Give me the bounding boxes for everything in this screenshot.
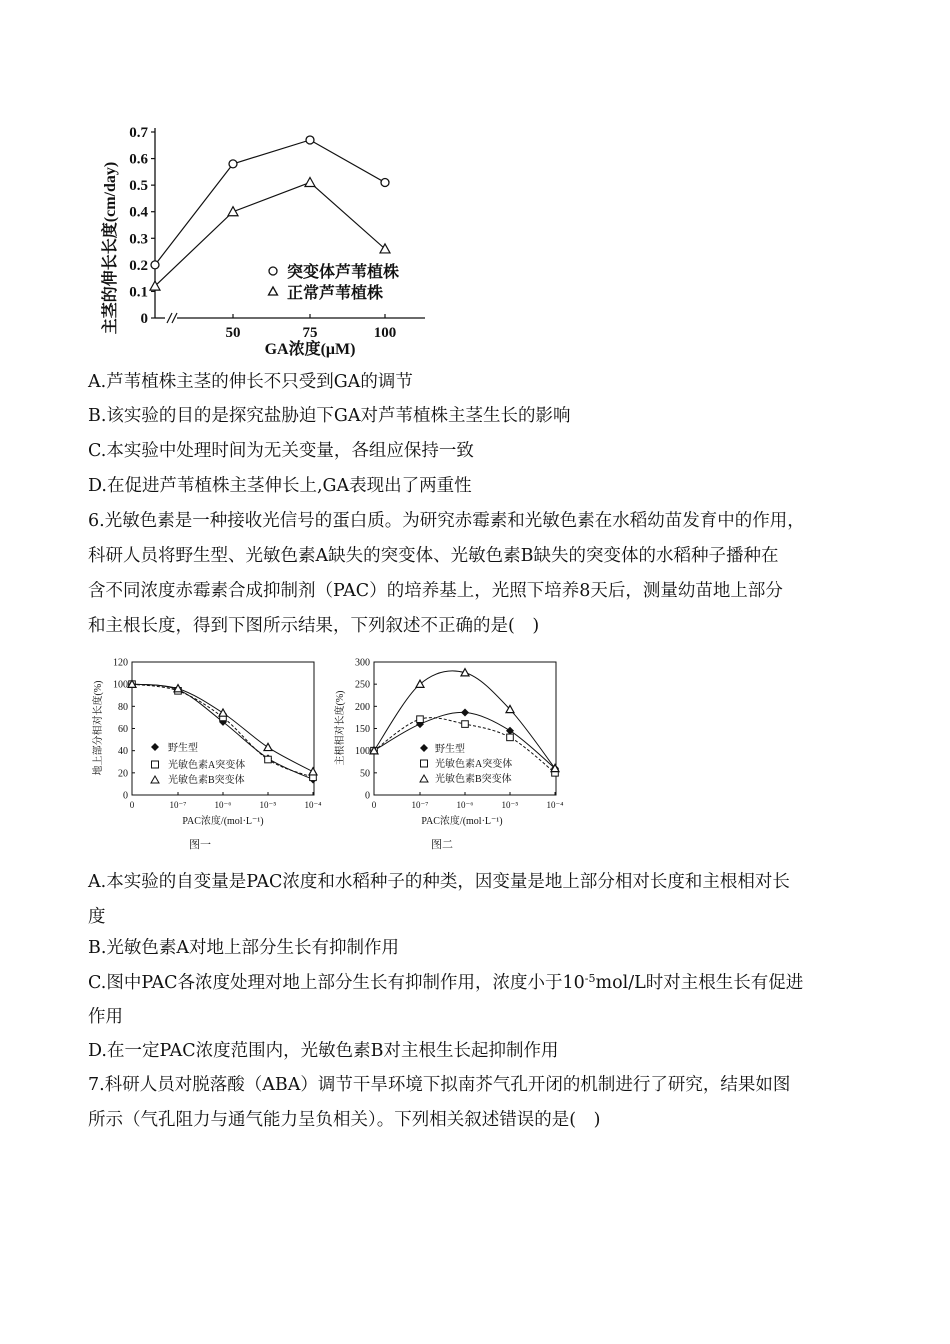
legend-mutant-a-label: 光敏色素A突变体 [435, 759, 513, 770]
q7-stem-line-2: 所示（气孔阻力与通气能力呈负相关）。下列相关叙述错误的是( ) [88, 1110, 601, 1130]
q6-option-a-line-2: 度 [88, 907, 106, 927]
figure-2-root-chart [330, 650, 575, 860]
legend-triangle-marker [269, 287, 278, 295]
q6-option-c-text-2: mol/L时对主根生长有促进 [595, 973, 804, 993]
figure-2-data-point [506, 727, 514, 735]
legend-mutant-label: 突变体芦苇植株 [287, 264, 400, 281]
legend-mutant-a-label: 光敏色素A突变体 [168, 760, 246, 771]
legend-triangle-marker [151, 776, 159, 783]
ga-chart-y-tick-label: 0 [140, 311, 148, 327]
figure-1-x-tick-label: 10⁻⁴ [304, 800, 322, 810]
q6-stem-line-3: 含不同浓度赤霉素合成抑制剂（PAC）的培养基上，光照下培养8天后，测量幼苗地上部分 [88, 581, 783, 601]
figure-1-y-tick-label: 100 [113, 679, 128, 691]
figure-2-x-tick-label: 0 [371, 800, 377, 810]
ga-chart-x-tick-label: 75 [302, 325, 318, 341]
figure-1-y-label: 地上部分相对长度(%) [93, 680, 104, 776]
figure-1-legend [151, 741, 245, 786]
ga-chart-axis-break [172, 313, 177, 323]
figure-1-y-tick-label: 80 [118, 701, 128, 713]
figure-1-y-tick-label: 0 [123, 790, 128, 802]
figure-1-y-tick-label: 60 [118, 724, 128, 735]
figure-1-x-tick-label: 10⁻⁷ [169, 800, 187, 810]
figure-1-data-point [265, 756, 272, 763]
q6-option-b: B.光敏色素A对地上部分生长有抑制作用 [88, 938, 400, 958]
figure-1-x-tick-label: 0 [129, 800, 135, 810]
ga-chart-y-tick-label: 0.6 [129, 151, 148, 168]
ga-chart-y-label: 主茎的伸长长度(cm/day) [102, 161, 119, 335]
figure-2-x-tick-label: 10⁻⁵ [501, 800, 519, 810]
figure-2-y-label: 主根相对长度(%) [335, 690, 346, 766]
ga-chart-y-tick-label: 0.4 [129, 204, 148, 221]
figure-2-x-tick-label: 10⁻⁶ [456, 800, 474, 810]
legend-triangle-marker [420, 775, 428, 782]
ga-chart-x-tick-label: 50 [225, 325, 241, 341]
figure-2-y-tick-label: 100 [355, 746, 370, 758]
q6-option-c-line-1 [88, 971, 803, 995]
figure-2-y-tick-label: 200 [355, 701, 370, 713]
figure-2-data-point [507, 734, 514, 741]
q6-stem-line-4: 和主根长度，得到下图所示结果，下列叙述不正确的是( ) [88, 616, 540, 636]
ga-chart-y-tick-label: 0.2 [129, 257, 148, 274]
figure-2-y-tick-label: 250 [355, 679, 370, 691]
ga-chart-data-point [151, 261, 159, 269]
figure-2-y-tick-label: 300 [355, 657, 370, 669]
legend-diamond-marker [420, 744, 428, 752]
figure-2-caption: 图二 [431, 839, 453, 851]
figure-1-y-tick-label: 40 [118, 746, 128, 758]
ga-chart-series-line [155, 140, 385, 265]
figure-1-data-point [309, 768, 317, 775]
figure-1-x-label: PAC浓度/(mol·L⁻¹) [182, 816, 264, 827]
q6-option-a-line-1: A.本实验的自变量是PAC浓度和水稻种子的种类，因变量是地上部分相对长度和主根相对长 [88, 872, 790, 892]
ga-chart-data-point [305, 177, 315, 186]
figure-2-data-point [416, 680, 424, 687]
figure-2-data-point [417, 716, 424, 723]
q5-option-c: C.本实验中处理时间为无关变量，各组应保持一致 [88, 441, 474, 461]
ga-chart-x-tick-label: 100 [373, 325, 397, 341]
legend-diamond-marker [151, 743, 159, 751]
figure-2-x-tick-label: 10⁻⁷ [411, 800, 429, 810]
figure-1-y-tick-label: 20 [118, 768, 128, 780]
figure-1-series-curve [132, 684, 313, 772]
ga-chart-y-tick-label: 0.5 [129, 178, 148, 195]
figure-2-y-tick-label: 0 [365, 790, 370, 802]
figure-1-shoot-chart [88, 650, 333, 860]
legend-square-marker [152, 761, 159, 768]
q5-option-d: D.在促进芦苇植株主茎伸长上,GA表现出了两重性 [88, 476, 472, 496]
figure-1-x-tick-label: 10⁻⁶ [214, 800, 232, 810]
q5-option-b: B.该实验的目的是探究盐胁迫下GA对芦苇植株主茎生长的影响 [88, 406, 571, 426]
q6-option-c-exponent: -5 [584, 972, 596, 985]
figure-2-legend [420, 742, 512, 785]
ga-chart-legend [269, 262, 400, 302]
ga-chart-x-label: GA浓度(μM) [264, 341, 356, 358]
figure-2-y-tick-label: 150 [355, 724, 370, 735]
figure-2-plot [355, 658, 563, 811]
q6-option-c-text-1: C.图中PAC各浓度处理对地上部分生长有抑制作用，浓度小于10 [88, 973, 585, 993]
legend-circle-marker [269, 267, 277, 275]
figure-2-data-point [462, 721, 469, 728]
ga-chart-y-tick-label: 0.3 [129, 231, 148, 248]
figure-2-y-tick-label: 50 [360, 768, 370, 780]
ga-chart-plot [129, 125, 425, 341]
q5-option-a: A.芦苇植株主茎的伸长不只受到GA的调节 [88, 372, 413, 392]
q6-option-d: D.在一定PAC浓度范围内，光敏色素B对主根生长起抑制作用 [88, 1041, 559, 1061]
ga-chart-data-point [306, 136, 314, 144]
figure-1-y-tick-label: 120 [113, 657, 128, 669]
figure-1-data-point [264, 743, 272, 750]
ga-elongation-chart [95, 118, 440, 363]
legend-wildtype-label: 野生型 [168, 743, 198, 754]
figure-1-plot [113, 658, 321, 811]
legend-square-marker [421, 760, 428, 767]
figure-1-data-point [219, 709, 227, 716]
q7-stem-line-1: 7.科研人员对脱落酸（ABA）调节干旱环境下拟南芥气孔开闭的机制进行了研究，结果如图 [88, 1075, 791, 1095]
legend-mutant-b-label: 光敏色素B突变体 [168, 775, 245, 786]
legend-wildtype-label: 野生型 [435, 744, 465, 755]
ga-chart-axis-break [167, 313, 172, 323]
ga-chart-data-point [228, 207, 238, 216]
q6-stem-line-1: 6.光敏色素是一种接收光信号的蛋白质。为研究赤霉素和光敏色素在水稻幼苗发育中的作用， [88, 511, 805, 531]
legend-normal-label: 正常芦苇植株 [287, 285, 384, 302]
ga-chart-y-tick-label: 0.1 [129, 284, 148, 301]
figure-2-data-point [461, 709, 469, 717]
legend-mutant-b-label: 光敏色素B突变体 [435, 774, 512, 785]
figure-1-caption: 图一 [189, 839, 211, 851]
ga-chart-data-point [229, 160, 237, 168]
figure-2-x-label: PAC浓度/(mol·L⁻¹) [421, 816, 503, 827]
ga-chart-data-point [381, 178, 389, 186]
q6-option-c-line-2: 作用 [88, 1007, 123, 1027]
figure-1-x-tick-label: 10⁻⁵ [259, 800, 277, 810]
figure-2-x-tick-label: 10⁻⁴ [546, 800, 564, 810]
q6-stem-line-2: 科研人员将野生型、光敏色素A缺失的突变体、光敏色素B缺失的突变体的水稻种子播种在 [88, 546, 779, 566]
ga-chart-y-tick-label: 0.7 [129, 125, 148, 141]
